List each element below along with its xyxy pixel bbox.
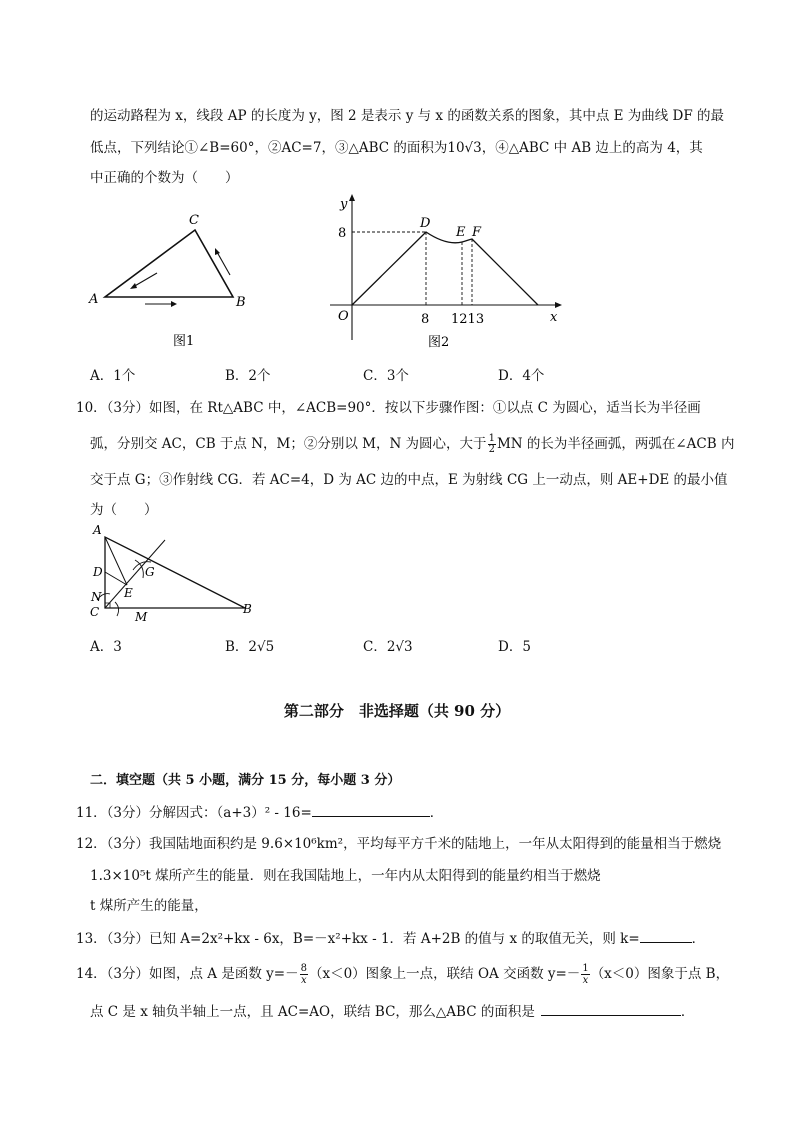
q14-frac1-den: x	[300, 975, 307, 986]
x-axis-label: x	[550, 310, 558, 325]
q11-answer-blank[interactable]	[312, 804, 430, 817]
q13-answer-blank[interactable]	[640, 930, 692, 943]
q11-end: ．	[429, 805, 444, 821]
q9-figure-2	[320, 190, 570, 355]
origin-label: O	[338, 309, 349, 324]
q12-line-1: 12．（3分）我国陆地面积约是 9.6×10⁶km²，平均每平方千米的陆地上，一年从太阳得到的能量相当于燃烧	[76, 836, 722, 852]
arrow-ca	[133, 273, 157, 287]
q10-line-2-b: MN 的长为半径画弧，两弧在∠ACB 内	[496, 436, 735, 452]
q10-option-d: D．5	[498, 639, 531, 655]
q14-frac1-num: 8	[300, 963, 307, 974]
label-d: D	[420, 216, 431, 231]
q14-fraction-1	[300, 963, 308, 986]
q14-answer-blank[interactable]	[541, 1003, 681, 1016]
q13-end: ．	[691, 931, 706, 947]
label-e: E	[124, 586, 133, 600]
q9-line-1: 的运动路程为 x，线段 AP 的长度为 y，图 2 是表示 y 与 x 的函数关系的图象，其中点 E 为曲线 DF 的最	[90, 108, 725, 124]
function-graph	[352, 232, 538, 305]
label-b: B	[236, 295, 246, 310]
label-a: A	[93, 523, 102, 537]
label-b: B	[243, 602, 252, 616]
q13	[76, 927, 705, 947]
arc-m	[115, 602, 119, 616]
q10-line-1: 10．（3分）如图，在 Rt△ABC 中，∠ACB=90°．按以下步骤作图：①以点 C 为圆心，适当长为半径画	[76, 400, 701, 416]
q11	[76, 801, 443, 821]
q10-line-2	[90, 432, 734, 455]
section2-heading: 二．填空题（共 5 小题，满分 15 分，每小题 3 分）	[90, 773, 401, 788]
q14-line-1-b: （x＜0）图象上一点，联结 OA 交函数 y=－	[308, 966, 581, 982]
q9-option-b: B．2个	[225, 368, 271, 384]
q14-frac2-num: 1	[582, 963, 589, 974]
q9-figure-1	[85, 205, 265, 355]
part2-title: 第二部分 非选择题（共 90 分）	[283, 702, 511, 720]
q10-frac-num: 1	[488, 433, 495, 444]
q10-line-4: 为（ ）	[90, 502, 158, 518]
q14-line-1-c: （x＜0）图象于点 B，	[590, 966, 730, 982]
label-c: C	[90, 605, 100, 619]
label-e: E	[456, 225, 466, 240]
q12-line-3: t 煤所产生的能量，	[90, 898, 208, 914]
q10-fraction	[488, 434, 496, 455]
segment-ae	[105, 537, 127, 585]
y-tick-8: 8	[338, 226, 347, 241]
label-c: C	[189, 213, 199, 228]
triangle-abc	[105, 230, 233, 297]
fig1-caption: 图1	[173, 334, 195, 349]
q9-option-c: C．3个	[363, 368, 409, 384]
y-axis-label: y	[340, 197, 348, 212]
q10-figure	[85, 520, 265, 630]
label-m: M	[135, 610, 148, 624]
x-tick-12-13: 1213	[451, 312, 485, 327]
label-g: G	[145, 565, 155, 579]
q9-option-a: A．1个	[90, 368, 136, 384]
q14-line-1	[76, 962, 729, 986]
q14-frac2-den: x	[582, 975, 589, 986]
ray-cg	[105, 540, 165, 608]
q9-line-2: 低点，下列结论①∠B=60°，②AC=7，③△ABC 的面积为10√3，④△ABC 中 AB 边上的高为 4，其	[90, 140, 703, 156]
q14-line-1-a: 14．（3分）如图，点 A 是函数 y=－	[76, 966, 299, 982]
q11-text: 11．（3分）分解因式：（a+3）² - 16=	[76, 805, 312, 821]
label-f: F	[472, 225, 482, 240]
q14-fraction-2	[581, 963, 589, 986]
label-d: D	[93, 565, 103, 579]
q10-line-3: 交于点 G；③作射线 CG．若 AC=4，D 为 AC 边的中点，E 为射线 CG 上一动点，则 AE+DE 的最小值	[90, 472, 728, 488]
q12-line-2-text: 1.3×10⁵t 煤所产生的能量．则在我国陆地上，一年内从太阳得到的能量约相当于燃烧	[90, 868, 601, 884]
fig2-caption: 图2	[428, 335, 450, 350]
q10-frac-den: 2	[488, 444, 495, 455]
q10-option-b: B．2√5	[225, 639, 275, 655]
q14-line-2	[90, 1000, 694, 1020]
q9-option-d: D．4个	[498, 368, 545, 384]
q10-option-c: C．2√3	[363, 639, 413, 655]
q13-text: 13．（3分）已知 A=2x²+kx - 6x，B=－x²+kx - 1．若 A+2B 的值与 x 的取值无关，则 k=	[76, 931, 640, 947]
q14-line-2-text: 点 C 是 x 轴负半轴上一点，且 AC=AO，联结 BC，那么△ABC 的面积是	[90, 1004, 535, 1020]
label-n: N	[91, 590, 102, 604]
q9-line-3: 中正确的个数为（ ）	[90, 170, 239, 186]
q12-line-2	[90, 864, 601, 884]
q10-line-2-a: 弧，分别交 AC，CB 于点 N，M；②分别以 M，N 为圆心，大于	[90, 436, 487, 452]
q10-option-a: A．3	[90, 639, 122, 655]
label-a: A	[89, 292, 99, 307]
x-tick-8: 8	[421, 312, 430, 327]
q14-end: ．	[680, 1004, 695, 1020]
